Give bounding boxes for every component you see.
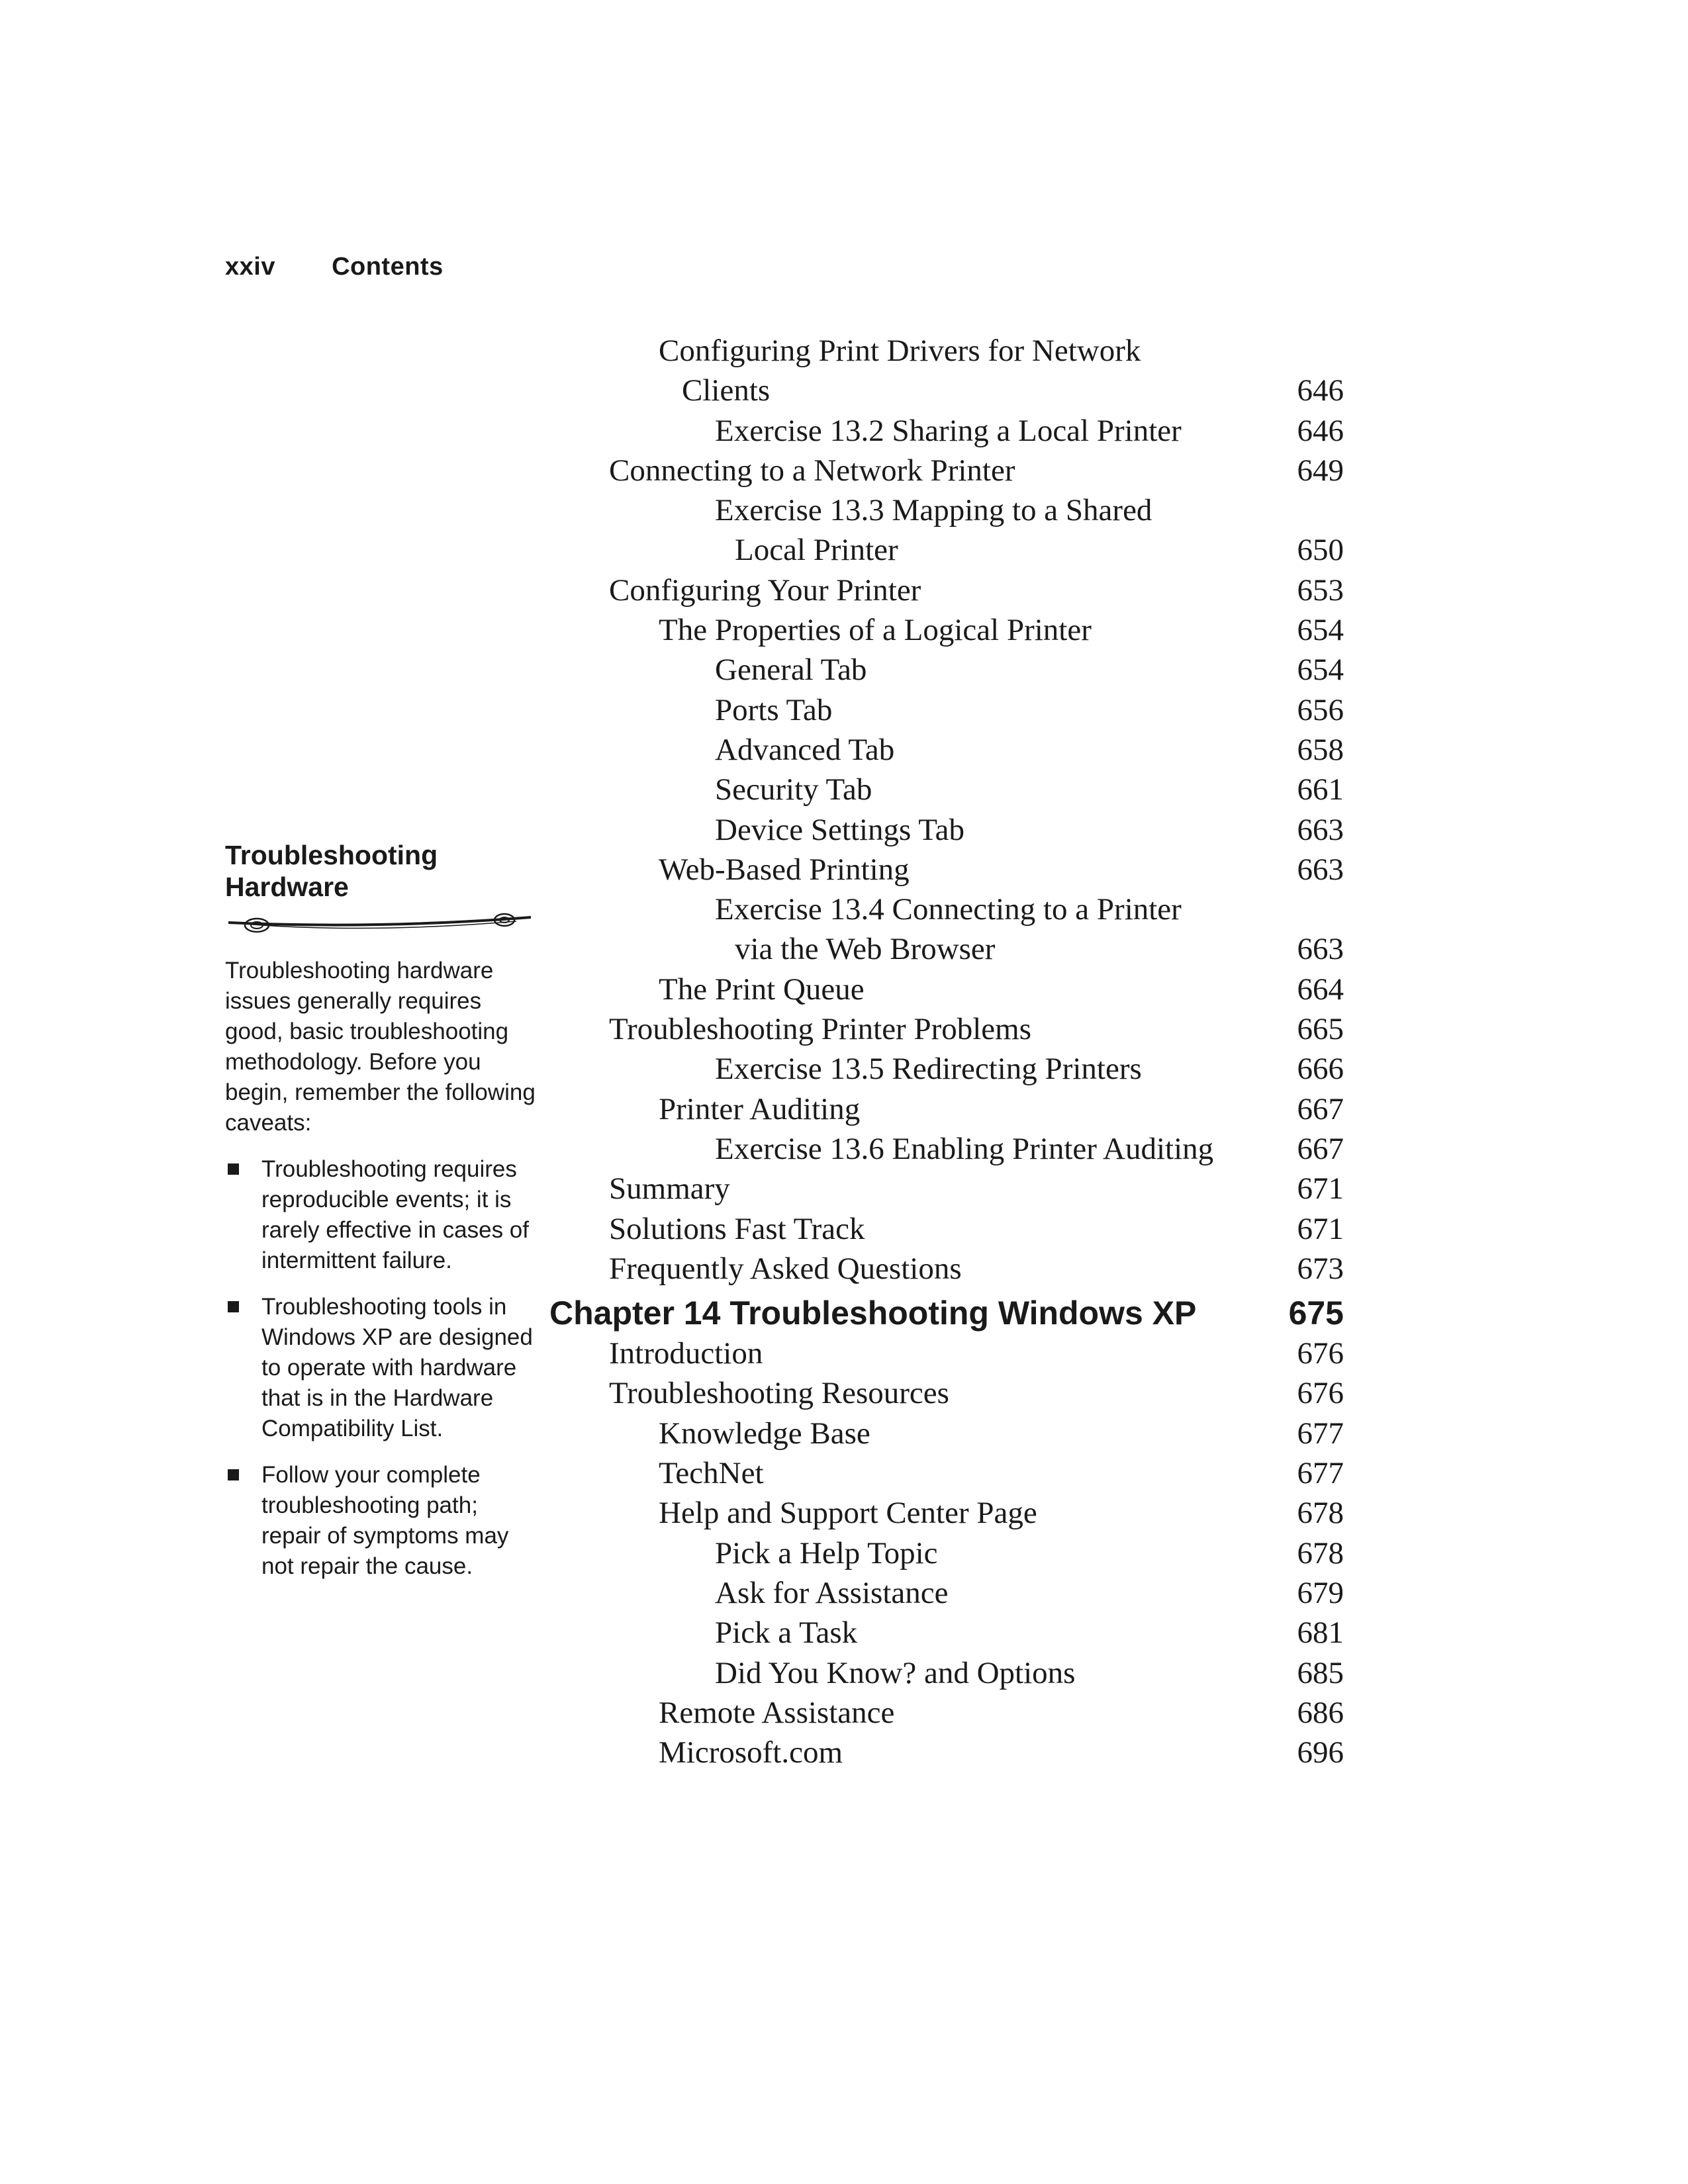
toc-entry-label: Ask for Assistance: [715, 1575, 949, 1610]
toc-entry[interactable]: [549, 490, 1344, 530]
toc-entry-page: 650: [1297, 533, 1344, 568]
toc-entry[interactable]: [549, 411, 1344, 451]
toc-entry-label: Introduction: [609, 1336, 763, 1371]
toc-entry-page: 646: [1297, 413, 1344, 448]
toc-entry-page: 654: [1297, 613, 1344, 648]
toc-entry-page: 664: [1297, 972, 1344, 1007]
toc-entry-label: Configuring Print Drivers for Network: [659, 334, 1141, 368]
toc-entry-label: Web-Based Printing: [659, 852, 910, 887]
sidebar-title: [225, 839, 536, 903]
toc-entry-label: Summary: [609, 1171, 730, 1206]
toc-entry-label: Local Printer: [735, 533, 898, 568]
toc-entry-label: Device Settings Tab: [715, 812, 964, 847]
toc-entry-label: Configuring Your Printer: [609, 572, 921, 608]
page-folio: xxiv: [225, 253, 275, 281]
toc-entry[interactable]: [549, 1169, 1344, 1208]
toc-entry[interactable]: [549, 1129, 1344, 1169]
toc-entry-page: 663: [1297, 812, 1344, 847]
toc-chapter-label: Chapter 14 Troubleshooting Windows XP: [549, 1295, 1197, 1332]
toc-entry[interactable]: [549, 331, 1344, 371]
toc-entry-label: TechNet: [659, 1456, 764, 1491]
sidebar-intro: Troubleshooting hardware issues generally requires good, basic troubleshooting methodology. Before you begin, remember the following caveats:: [225, 958, 536, 1136]
toc-entry[interactable]: [549, 1414, 1344, 1453]
toc-entry-page: 676: [1297, 1376, 1344, 1411]
sidebar-bullet-text: Follow your complete troubleshooting path; repair of symptoms may not repair the cause.: [261, 1462, 509, 1579]
toc-entry[interactable]: [549, 650, 1344, 690]
toc-entry-label: Frequently Asked Questions: [609, 1251, 962, 1286]
sidebar-title-line: Hardware: [225, 872, 349, 902]
toc-entry[interactable]: [549, 1009, 1344, 1049]
toc-entry-label: Exercise 13.4 Connecting to a Printer: [715, 892, 1182, 927]
toc-entry[interactable]: [549, 1613, 1344, 1653]
toc-entry[interactable]: [549, 1493, 1344, 1533]
toc-entry[interactable]: [549, 1453, 1344, 1493]
sidebar-title-line: Troubleshooting: [225, 840, 438, 870]
toc-entry-page: 666: [1297, 1052, 1344, 1087]
toc-entry[interactable]: [549, 690, 1344, 730]
toc-entry[interactable]: [549, 1209, 1344, 1249]
toc-entry[interactable]: [549, 1334, 1344, 1373]
toc-entry-page: 678: [1297, 1535, 1344, 1570]
toc-entry-label: Advanced Tab: [715, 732, 895, 767]
toc-entry-page: 649: [1297, 453, 1344, 488]
toc-entry[interactable]: [549, 1733, 1344, 1772]
sidebar-bullet-list: [225, 1154, 536, 1582]
toc-entry-page: 663: [1297, 932, 1344, 967]
toc-entry[interactable]: [549, 770, 1344, 809]
toc-entry-label: Remote Assistance: [659, 1695, 895, 1730]
toc-entry[interactable]: [549, 1049, 1344, 1089]
toc-entry-label: Solutions Fast Track: [609, 1211, 865, 1246]
toc-entry-page: 667: [1297, 1091, 1344, 1126]
toc-entry-label: Exercise 13.2 Sharing a Local Printer: [715, 413, 1182, 448]
toc-entry-page: 678: [1297, 1496, 1344, 1531]
toc-entry[interactable]: [549, 451, 1344, 490]
toc-entry-page: 673: [1297, 1251, 1344, 1286]
sidebar-note: [225, 839, 536, 1598]
table-of-contents: [549, 331, 1344, 1772]
toc-entry[interactable]: [549, 810, 1344, 850]
toc-entry-page: 667: [1297, 1131, 1344, 1166]
toc-entry-page: 677: [1297, 1456, 1344, 1491]
toc-entry-label: Exercise 13.6 Enabling Printer Auditing: [715, 1131, 1214, 1166]
toc-entry-label: Pick a Help Topic: [715, 1535, 938, 1570]
toc-entry-page: 653: [1297, 572, 1344, 608]
sidebar-bullet-text: Troubleshooting tools in Windows XP are designed to operate with hardware that is in the Hardware Compatibility List.: [261, 1294, 533, 1441]
toc-entry[interactable]: [549, 371, 1344, 410]
toc-entry-label: The Properties of a Logical Printer: [659, 613, 1092, 648]
toc-entry[interactable]: [549, 929, 1344, 969]
square-bullet-icon: [228, 1163, 239, 1175]
toc-entry-label: Did You Know? and Options: [715, 1655, 1076, 1690]
toc-entry-label: Help and Support Center Page: [659, 1496, 1037, 1531]
toc-entry-page: 671: [1297, 1211, 1344, 1246]
toc-entry-page: 671: [1297, 1171, 1344, 1206]
toc-entry-page: 661: [1297, 772, 1344, 807]
toc-entry[interactable]: [549, 730, 1344, 770]
toc-entry[interactable]: [549, 970, 1344, 1009]
toc-entry-page: 685: [1297, 1655, 1344, 1690]
sidebar-bullet-text: Troubleshooting requires reproducible events; it is rarely effective in cases of intermittent failure.: [261, 1156, 529, 1273]
toc-entry-page: 679: [1297, 1575, 1344, 1610]
square-bullet-icon: [228, 1301, 239, 1312]
toc-chapter-page: 675: [1288, 1295, 1344, 1332]
toc-entry[interactable]: [549, 1249, 1344, 1289]
toc-entry[interactable]: [549, 610, 1344, 650]
toc-entry[interactable]: [549, 570, 1344, 610]
sidebar-bullet: [225, 1154, 536, 1276]
toc-entry-label: Troubleshooting Printer Problems: [609, 1012, 1032, 1047]
toc-entry-label: Security Tab: [715, 772, 872, 807]
toc-entry-page: 656: [1297, 692, 1344, 727]
toc-entry-label: Exercise 13.5 Redirecting Printers: [715, 1052, 1142, 1087]
toc-entry[interactable]: [549, 850, 1344, 889]
toc-chapter-heading[interactable]: [549, 1293, 1344, 1334]
toc-entry-page: 663: [1297, 852, 1344, 887]
toc-entry-label: via the Web Browser: [735, 932, 996, 967]
toc-entry-label: Pick a Task: [715, 1615, 858, 1651]
sidebar-bullet: [225, 1292, 536, 1444]
toc-entry-label: Printer Auditing: [659, 1091, 861, 1126]
toc-entry-label: Connecting to a Network Printer: [609, 453, 1015, 488]
toc-entry[interactable]: [549, 1089, 1344, 1129]
toc-entry-label: Ports Tab: [715, 692, 833, 727]
toc-entry-label: General Tab: [715, 653, 867, 688]
toc-entry[interactable]: [549, 1573, 1344, 1613]
toc-entry-page: 654: [1297, 653, 1344, 688]
toc-entry-page: 658: [1297, 732, 1344, 767]
toc-entry-page: 646: [1297, 373, 1344, 408]
toc-entry-label: The Print Queue: [659, 972, 865, 1007]
sidebar-bullet: [225, 1460, 536, 1582]
toc-entry-label: Knowledge Base: [659, 1416, 870, 1451]
square-bullet-icon: [228, 1469, 239, 1480]
toc-entry[interactable]: [549, 1373, 1344, 1413]
toc-entry[interactable]: [549, 1653, 1344, 1693]
swirl-divider-icon: [225, 908, 536, 941]
toc-entry-page: 676: [1297, 1336, 1344, 1371]
toc-entry-page: 686: [1297, 1695, 1344, 1730]
toc-entry-label: Troubleshooting Resources: [609, 1376, 949, 1411]
toc-entry[interactable]: [549, 889, 1344, 929]
toc-entry-page: 696: [1297, 1735, 1344, 1770]
toc-entry-label: Clients: [682, 373, 771, 408]
toc-entry-page: 665: [1297, 1012, 1344, 1047]
toc-entry[interactable]: [549, 1693, 1344, 1733]
toc-entry[interactable]: [549, 1533, 1344, 1573]
toc-entry[interactable]: [549, 530, 1344, 570]
toc-entry-page: 681: [1297, 1615, 1344, 1651]
toc-entry-label: Microsoft.com: [659, 1735, 843, 1770]
running-header: [225, 253, 444, 281]
toc-entry-label: Exercise 13.3 Mapping to a Shared: [715, 493, 1152, 528]
toc-entry-page: 677: [1297, 1416, 1344, 1451]
running-header-title: Contents: [332, 253, 444, 281]
